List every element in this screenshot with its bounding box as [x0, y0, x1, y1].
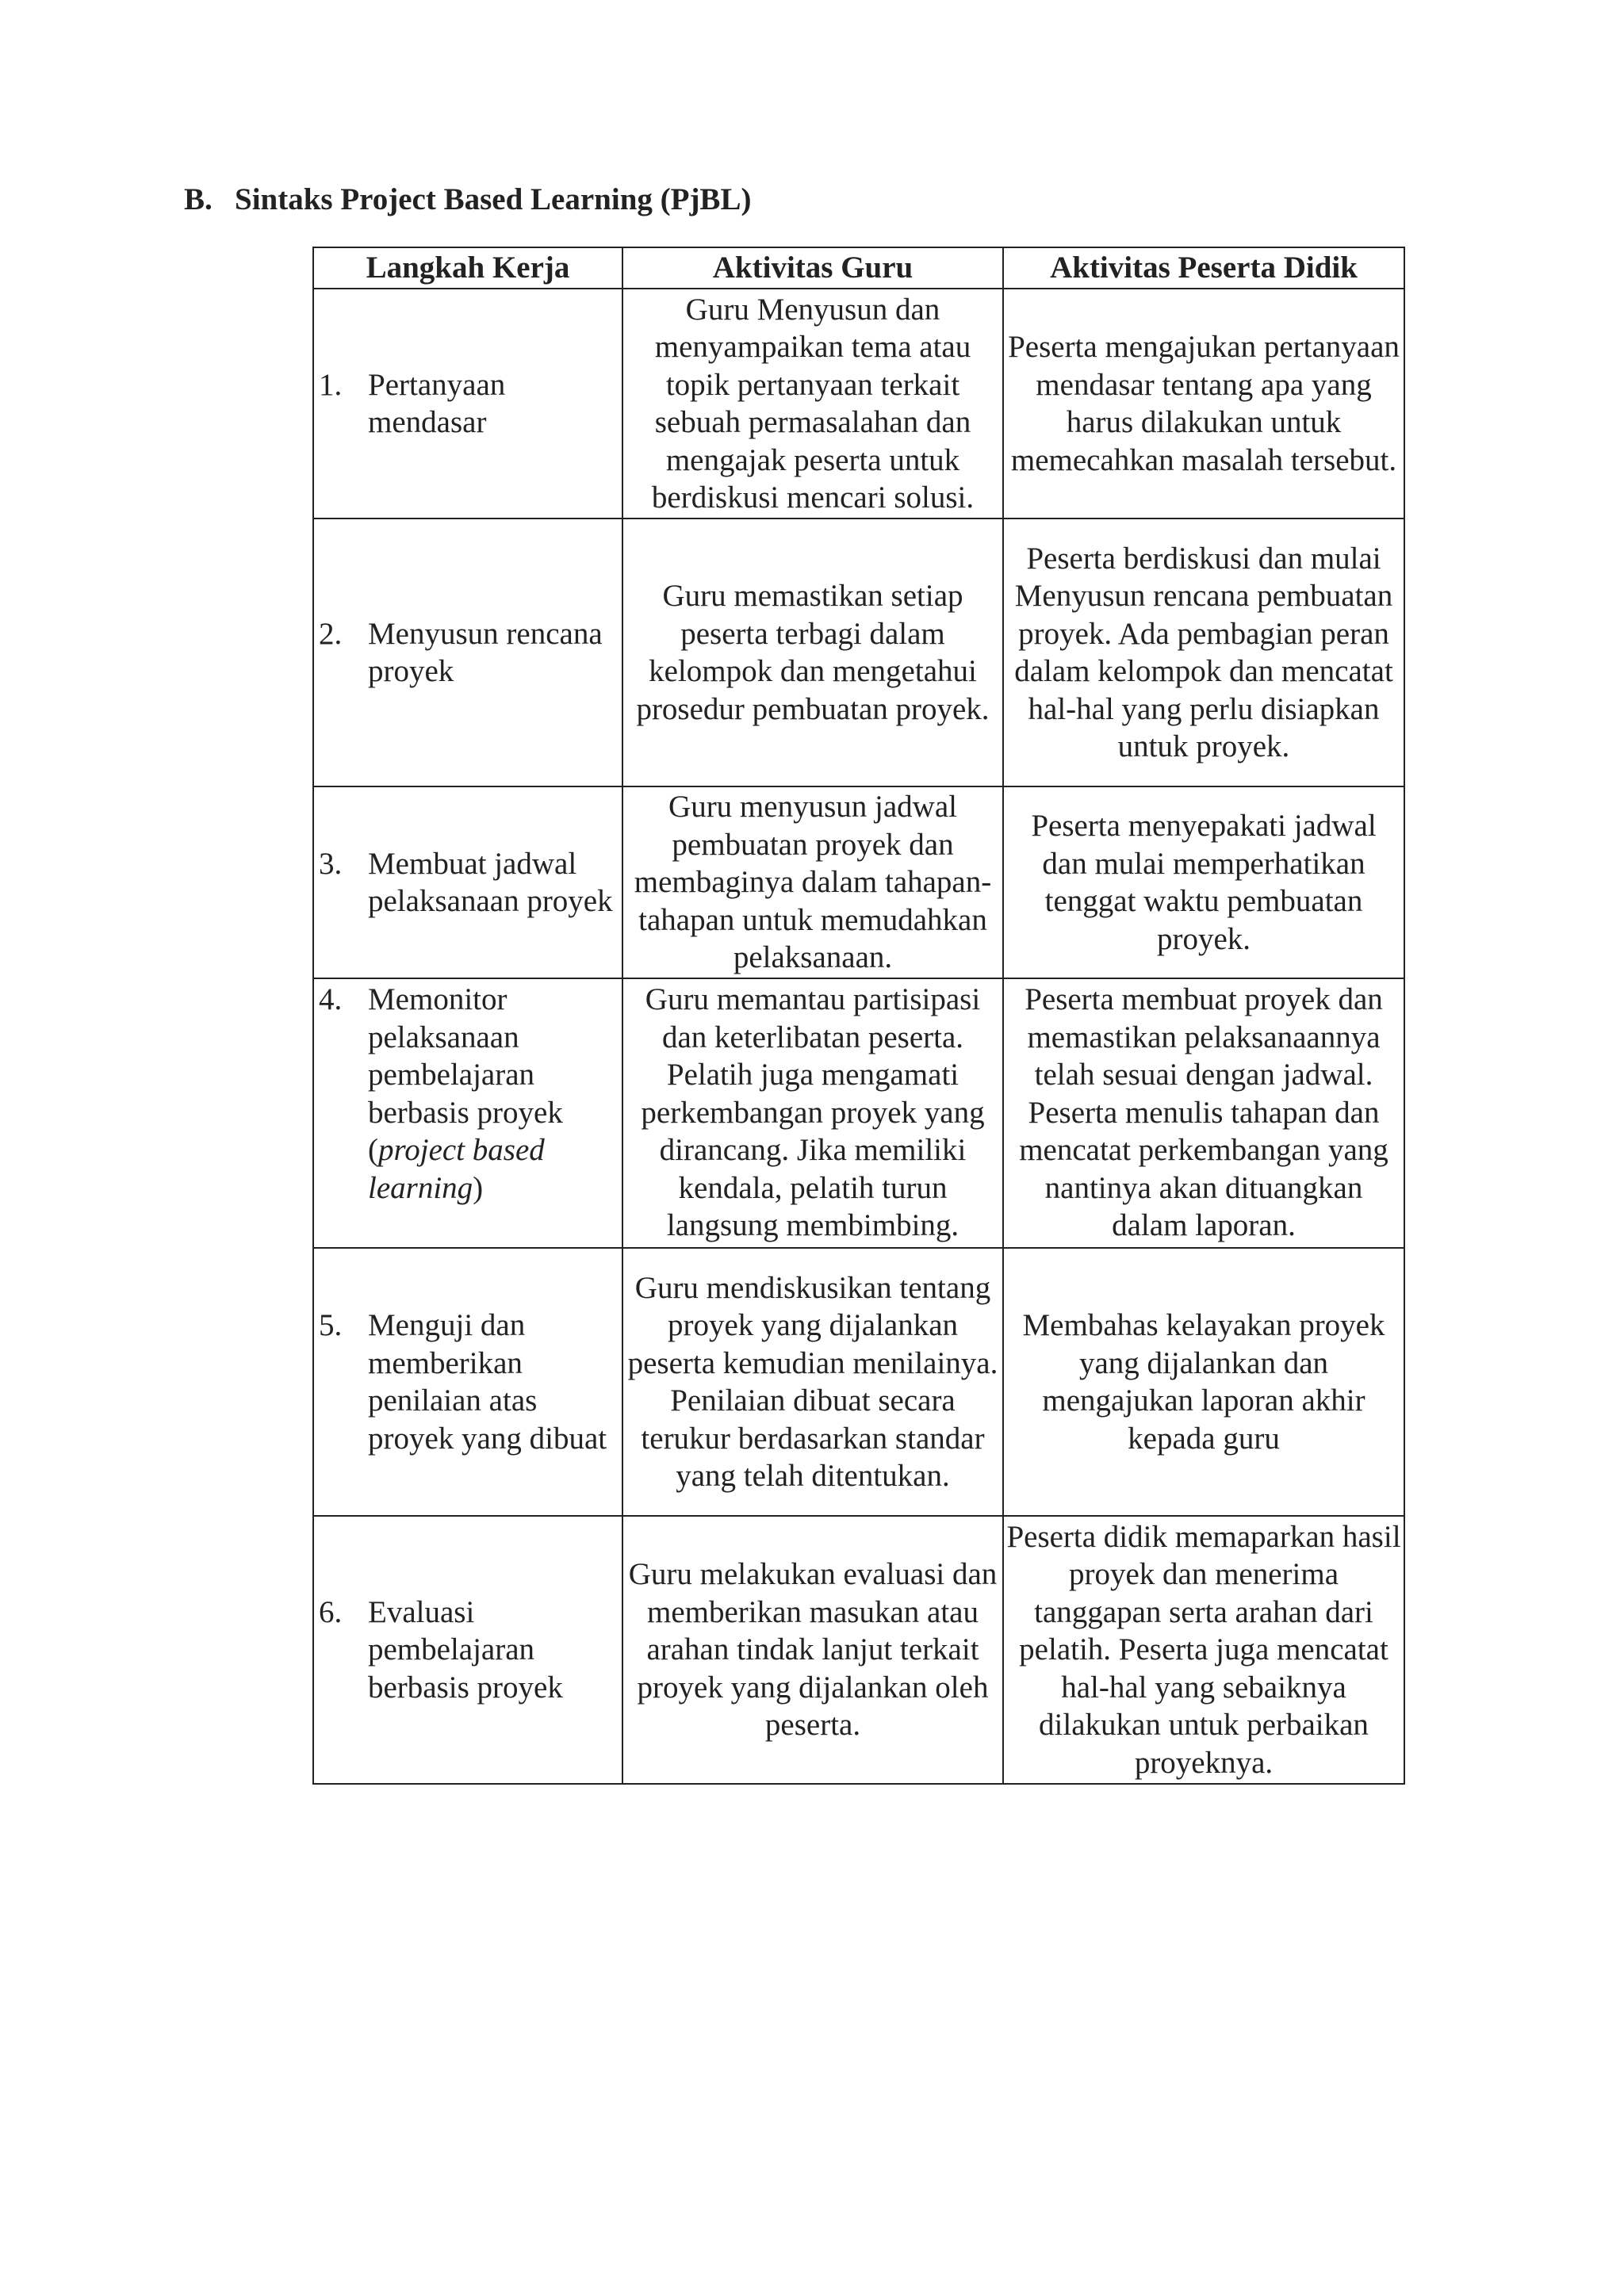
peserta-activity-cell: Peserta berdiskusi dan mulai Menyusun rencana pembuatan proyek. Ada pembagian peran dalam kelompok dan mencatat hal-hal yang perlu disiapkan untuk proyek. — [1003, 519, 1404, 786]
table-row — [313, 289, 1404, 519]
step-label-suffix: ) — [473, 1170, 484, 1205]
table-row — [313, 786, 1404, 978]
guru-activity-cell: Guru memastikan setiap peserta terbagi dalam kelompok dan mengetahui prosedur pembuatan proyek. — [622, 519, 1003, 786]
step-number: 6. — [319, 1594, 343, 1629]
step-cell — [313, 289, 622, 519]
step-label-text: Memonitor pelaksanaan pembelajaran berbasis proyek ( — [368, 982, 563, 1167]
guru-activity-cell: Guru melakukan evaluasi dan memberikan masukan atau arahan tindak lanjut terkait proyek yang dijalankan oleh peserta. — [622, 1516, 1003, 1784]
section-heading — [184, 181, 751, 219]
step-label: Pertanyaan mendasar — [368, 367, 506, 439]
table-row — [313, 978, 1404, 1248]
step-cell — [313, 1248, 622, 1516]
pjbl-syntax-table — [312, 247, 1405, 1785]
guru-activity-cell: Guru menyusun jadwal pembuatan proyek dan membaginya dalam tahapan-tahapan untuk memudahkan pelaksanaan. — [622, 786, 1003, 978]
step-cell — [313, 978, 622, 1248]
table-row — [313, 519, 1404, 786]
header-aktivitas-guru: Aktivitas Guru — [622, 247, 1003, 289]
section-letter: B. — [184, 182, 213, 216]
step-number: 2. — [319, 616, 343, 651]
step-label: Evaluasi pembelajaran berbasis proyek — [368, 1594, 563, 1705]
step-number: 4. — [319, 982, 343, 1016]
table-header-row — [313, 247, 1404, 289]
guru-activity-cell: Guru mendiskusikan tentang proyek yang dijalankan peserta kemudian menilainya. Penilaian dibuat secara terukur berdasarkan standar yang telah ditentukan. — [622, 1248, 1003, 1516]
step-cell — [313, 786, 622, 978]
guru-activity-cell: Guru Menyusun dan menyampaikan tema atau topik pertanyaan terkait sebuah permasalahan dan mengajak peserta untuk berdiskusi mencari solusi. — [622, 289, 1003, 519]
step-number: 3. — [319, 846, 343, 881]
step-cell — [313, 1516, 622, 1784]
header-aktivitas-peserta: Aktivitas Peserta Didik — [1003, 247, 1404, 289]
step-label — [368, 981, 620, 1207]
guru-activity-cell: Guru memantau partisipasi dan keterlibatan peserta. Pelatih juga mengamati perkembangan proyek yang dirancang. Jika memiliki kendala, pelatih turun langsung membimbing. — [622, 978, 1003, 1248]
peserta-activity-cell: Peserta membuat proyek dan memastikan pelaksanaannya telah sesuai dengan jadwal. Peserta menulis tahapan dan mencatat perkembangan yang nantinya akan dituangkan dalam laporan. — [1003, 978, 1404, 1248]
header-langkah-kerja: Langkah Kerja — [313, 247, 622, 289]
section-title: Sintaks Project Based Learning (PjBL) — [235, 182, 752, 216]
step-number: 5. — [319, 1308, 343, 1342]
step-label: Menguji dan memberikan penilaian atas proyek yang dibuat — [368, 1308, 607, 1456]
step-label: Menyusun rencana proyek — [368, 616, 603, 688]
peserta-activity-cell: Membahas kelayakan proyek yang dijalankan dan mengajukan laporan akhir kepada guru — [1003, 1248, 1404, 1516]
step-cell — [313, 519, 622, 786]
step-label: Membuat jadwal pelaksanaan proyek — [368, 846, 613, 918]
step-label-italic: project based learning — [368, 1133, 545, 1205]
table-row — [313, 1516, 1404, 1784]
peserta-activity-cell: Peserta mengajukan pertanyaan mendasar tentang apa yang harus dilakukan untuk memecahkan masalah tersebut. — [1003, 289, 1404, 519]
table-row — [313, 1248, 1404, 1516]
step-number: 1. — [319, 367, 343, 402]
peserta-activity-cell: Peserta didik memaparkan hasil proyek dan menerima tanggapan serta arahan dari pelatih. Peserta juga mencatat hal-hal yang sebaiknya dilakukan untuk perbaikan proyeknya. — [1003, 1516, 1404, 1784]
peserta-activity-cell: Peserta menyepakati jadwal dan mulai memperhatikan tenggat waktu pembuatan proyek. — [1003, 786, 1404, 978]
